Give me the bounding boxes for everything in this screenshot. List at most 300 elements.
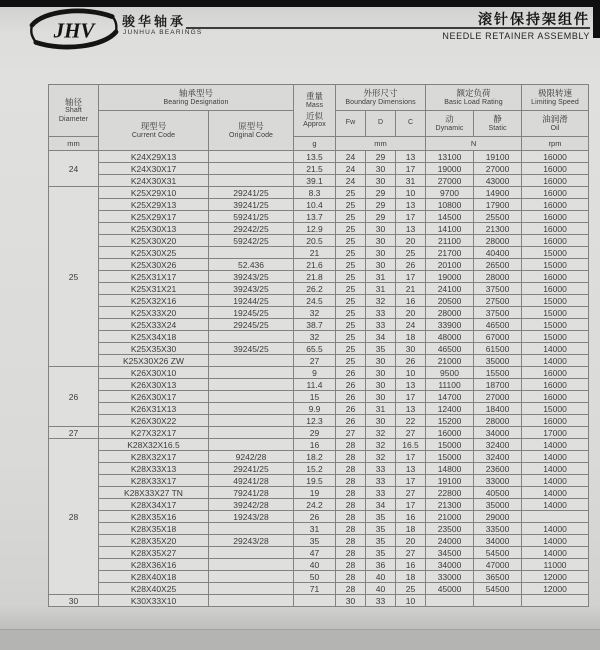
original-code-cell bbox=[209, 331, 294, 343]
oil-speed-cell: 14000 bbox=[522, 475, 589, 487]
header-boundary-cn: 外形尺寸 bbox=[363, 87, 398, 98]
table-row bbox=[49, 571, 589, 583]
mass-cell: 13.7 bbox=[294, 211, 336, 223]
table-row bbox=[49, 331, 589, 343]
d-cell: 33 bbox=[366, 487, 396, 499]
c-cell: 10 bbox=[396, 187, 426, 199]
table-row bbox=[49, 487, 589, 499]
dynamic-load-cell: 20500 bbox=[426, 295, 474, 307]
current-code-cell: K25X30X26 ZW bbox=[99, 355, 209, 367]
table-row bbox=[49, 415, 589, 427]
mass-cell: 26.2 bbox=[294, 283, 336, 295]
oil-speed-cell: 14000 bbox=[522, 355, 589, 367]
dynamic-load-cell: 15200 bbox=[426, 415, 474, 427]
fw-cell: 25 bbox=[336, 283, 366, 295]
header-basic-load-rating bbox=[426, 85, 522, 111]
header-bearing-designation bbox=[99, 85, 294, 111]
header-mass bbox=[294, 85, 336, 137]
fw-cell: 28 bbox=[336, 571, 366, 583]
table-row bbox=[49, 151, 589, 163]
header-static-cn: 静 bbox=[493, 113, 502, 124]
bearing-spec-table bbox=[48, 84, 589, 607]
header-boundary-dimensions bbox=[336, 85, 426, 111]
original-code-cell: 9242/28 bbox=[209, 451, 294, 463]
current-code-cell: K28X35X16 bbox=[99, 511, 209, 523]
mass-cell: 12.9 bbox=[294, 223, 336, 235]
static-load-cell: 15500 bbox=[474, 367, 522, 379]
header-shaft-en2: Diameter bbox=[58, 115, 89, 123]
fw-cell: 25 bbox=[336, 271, 366, 283]
dynamic-load-cell: 21700 bbox=[426, 247, 474, 259]
header-shaft-cn: 轴径 bbox=[64, 96, 82, 107]
header-current-en: Current Code bbox=[131, 131, 176, 139]
static-load-cell: 29000 bbox=[474, 511, 522, 523]
mass-cell: 20.5 bbox=[294, 235, 336, 247]
current-code-cell: K26X30X13 bbox=[99, 379, 209, 391]
d-cell: 33 bbox=[366, 307, 396, 319]
c-cell: 31 bbox=[396, 175, 426, 187]
dynamic-load-cell: 22800 bbox=[426, 487, 474, 499]
oil-speed-cell: 15000 bbox=[522, 247, 589, 259]
static-load-cell: 27500 bbox=[474, 295, 522, 307]
d-cell: 32 bbox=[366, 439, 396, 451]
fw-cell: 25 bbox=[336, 259, 366, 271]
jhv-logo bbox=[24, 8, 124, 50]
fw-cell: 24 bbox=[336, 163, 366, 175]
current-code-cell: K28X36X16 bbox=[99, 559, 209, 571]
static-load-cell: 14900 bbox=[474, 187, 522, 199]
original-code-cell: 79241/28 bbox=[209, 487, 294, 499]
dynamic-load-cell: 21100 bbox=[426, 235, 474, 247]
d-cell: 33 bbox=[366, 475, 396, 487]
c-cell: 24 bbox=[396, 319, 426, 331]
mass-cell: 71 bbox=[294, 583, 336, 595]
table-row bbox=[49, 463, 589, 475]
c-cell: 18 bbox=[396, 523, 426, 535]
mass-cell: 9.9 bbox=[294, 403, 336, 415]
original-code-cell: 39241/25 bbox=[209, 199, 294, 211]
header-mass-en: Mass bbox=[305, 102, 324, 110]
current-code-cell: K24X29X13 bbox=[99, 151, 209, 163]
top-right-edge bbox=[593, 0, 600, 38]
current-code-cell: K28X34X17 bbox=[99, 499, 209, 511]
d-cell: 40 bbox=[366, 583, 396, 595]
mass-cell: 10.4 bbox=[294, 199, 336, 211]
mass-cell: 38.7 bbox=[294, 319, 336, 331]
d-cell: 31 bbox=[366, 403, 396, 415]
d-cell: 30 bbox=[366, 247, 396, 259]
static-load-cell: 33000 bbox=[474, 475, 522, 487]
static-load-cell: 37500 bbox=[474, 307, 522, 319]
current-code-cell: K30X33X10 bbox=[99, 595, 209, 607]
mass-cell: 47 bbox=[294, 547, 336, 559]
d-cell: 35 bbox=[366, 343, 396, 355]
static-load-cell: 33500 bbox=[474, 523, 522, 535]
brand-name-cn: 骏华轴承 bbox=[122, 14, 187, 29]
dynamic-load-cell: 13100 bbox=[426, 151, 474, 163]
oil-speed-cell: 16000 bbox=[522, 187, 589, 199]
mass-cell: 15.2 bbox=[294, 463, 336, 475]
static-load-cell: 46500 bbox=[474, 319, 522, 331]
mass-cell: 39.1 bbox=[294, 175, 336, 187]
unit-shaft-mm: mm bbox=[49, 137, 99, 151]
shaft-diameter-cell: 30 bbox=[49, 595, 99, 607]
mass-cell: 21.6 bbox=[294, 259, 336, 271]
fw-cell: 28 bbox=[336, 439, 366, 451]
oil-speed-cell: 16000 bbox=[522, 199, 589, 211]
table-row bbox=[49, 271, 589, 283]
original-code-cell bbox=[209, 439, 294, 451]
static-load-cell: 28000 bbox=[474, 235, 522, 247]
current-code-cell: K28X35X18 bbox=[99, 523, 209, 535]
mass-cell: 9 bbox=[294, 367, 336, 379]
bottom-edge-band bbox=[0, 629, 600, 650]
dynamic-load-cell: 34000 bbox=[426, 559, 474, 571]
dynamic-load-cell: 24100 bbox=[426, 283, 474, 295]
oil-speed-cell: 15000 bbox=[522, 319, 589, 331]
dynamic-load-cell: 14700 bbox=[426, 391, 474, 403]
mass-cell: 16 bbox=[294, 439, 336, 451]
oil-speed-cell: 15000 bbox=[522, 403, 589, 415]
current-code-cell: K28X32X16.5 bbox=[99, 439, 209, 451]
c-cell: 17 bbox=[396, 451, 426, 463]
header-c bbox=[396, 111, 426, 137]
d-cell: 35 bbox=[366, 547, 396, 559]
table-row bbox=[49, 175, 589, 187]
oil-speed-cell: 15000 bbox=[522, 331, 589, 343]
table-row bbox=[49, 595, 589, 607]
original-code-cell: 19243/28 bbox=[209, 511, 294, 523]
fw-cell: 25 bbox=[336, 211, 366, 223]
fw-cell: 25 bbox=[336, 223, 366, 235]
current-code-cell: K28X33X27 TN bbox=[99, 487, 209, 499]
header-original-code bbox=[209, 111, 294, 151]
static-load-cell: 34000 bbox=[474, 535, 522, 547]
dynamic-load-cell: 19000 bbox=[426, 163, 474, 175]
fw-cell: 25 bbox=[336, 199, 366, 211]
current-code-cell: K28X35X27 bbox=[99, 547, 209, 559]
d-cell: 32 bbox=[366, 451, 396, 463]
oil-speed-cell: 16000 bbox=[522, 379, 589, 391]
dynamic-load-cell: 33900 bbox=[426, 319, 474, 331]
oil-speed-cell: 16000 bbox=[522, 211, 589, 223]
mass-cell: 50 bbox=[294, 571, 336, 583]
oil-speed-cell: 16000 bbox=[522, 391, 589, 403]
dynamic-load-cell: 12400 bbox=[426, 403, 474, 415]
static-load-cell: 43000 bbox=[474, 175, 522, 187]
shaft-diameter-cell: 24 bbox=[49, 151, 99, 187]
c-cell: 20 bbox=[396, 235, 426, 247]
oil-speed-cell: 12000 bbox=[522, 583, 589, 595]
c-cell: 13 bbox=[396, 223, 426, 235]
c-cell: 21 bbox=[396, 283, 426, 295]
static-load-cell: 37500 bbox=[474, 283, 522, 295]
original-code-cell bbox=[209, 175, 294, 187]
d-cell: 31 bbox=[366, 271, 396, 283]
mass-cell: 24.5 bbox=[294, 295, 336, 307]
header-current-cn: 现型号 bbox=[140, 120, 167, 131]
unit-speed-rpm: rpm bbox=[522, 137, 589, 151]
dynamic-load-cell: 27000 bbox=[426, 175, 474, 187]
original-code-cell: 52.436 bbox=[209, 259, 294, 271]
header-boundary-en: Boundary Dimensions bbox=[345, 98, 416, 106]
original-code-cell bbox=[209, 247, 294, 259]
table-row bbox=[49, 583, 589, 595]
static-load-cell: 54500 bbox=[474, 583, 522, 595]
d-cell: 30 bbox=[366, 379, 396, 391]
original-code-cell bbox=[209, 355, 294, 367]
original-code-cell bbox=[209, 559, 294, 571]
current-code-cell: K25X35X30 bbox=[99, 343, 209, 355]
dynamic-load-cell: 21000 bbox=[426, 355, 474, 367]
header-dynamic-cn: 动 bbox=[445, 113, 454, 124]
c-cell: 18 bbox=[396, 331, 426, 343]
original-code-cell: 19245/25 bbox=[209, 307, 294, 319]
header-oil-en: Oil bbox=[550, 124, 560, 132]
dynamic-load-cell: 14100 bbox=[426, 223, 474, 235]
static-load-cell: 17900 bbox=[474, 199, 522, 211]
original-code-cell: 49241/28 bbox=[209, 475, 294, 487]
mass-cell: 19 bbox=[294, 487, 336, 499]
static-load-cell: 36500 bbox=[474, 571, 522, 583]
current-code-cell: K27X32X17 bbox=[99, 427, 209, 439]
dynamic-load-cell: 9700 bbox=[426, 187, 474, 199]
shaft-diameter-cell: 28 bbox=[49, 439, 99, 595]
c-cell: 27 bbox=[396, 487, 426, 499]
table-row bbox=[49, 451, 589, 463]
dynamic-load-cell: 46500 bbox=[426, 343, 474, 355]
current-code-cell: K25X30X26 bbox=[99, 259, 209, 271]
dynamic-load-cell: 10800 bbox=[426, 199, 474, 211]
current-code-cell: K25X30X25 bbox=[99, 247, 209, 259]
static-load-cell: 28000 bbox=[474, 271, 522, 283]
d-cell: 30 bbox=[366, 223, 396, 235]
c-cell: 17 bbox=[396, 271, 426, 283]
c-cell: 26 bbox=[396, 259, 426, 271]
fw-cell: 25 bbox=[336, 355, 366, 367]
unit-mass-g: g bbox=[294, 137, 336, 151]
original-code-cell: 29243/28 bbox=[209, 535, 294, 547]
table-row bbox=[49, 223, 589, 235]
fw-cell: 26 bbox=[336, 403, 366, 415]
c-cell: 18 bbox=[396, 571, 426, 583]
top-edge-bar bbox=[0, 0, 600, 7]
c-cell: 13 bbox=[396, 463, 426, 475]
static-load-cell: 18700 bbox=[474, 379, 522, 391]
oil-speed-cell: 16000 bbox=[522, 367, 589, 379]
dynamic-load-cell: 19000 bbox=[426, 271, 474, 283]
dynamic-load-cell: 15000 bbox=[426, 451, 474, 463]
c-cell: 26 bbox=[396, 355, 426, 367]
fw-cell: 26 bbox=[336, 415, 366, 427]
current-code-cell: K25X29X17 bbox=[99, 211, 209, 223]
oil-speed-cell: 14000 bbox=[522, 463, 589, 475]
dynamic-load-cell: 11100 bbox=[426, 379, 474, 391]
dynamic-load-cell: 14800 bbox=[426, 463, 474, 475]
d-cell: 36 bbox=[366, 559, 396, 571]
table-row bbox=[49, 355, 589, 367]
d-cell: 40 bbox=[366, 571, 396, 583]
static-load-cell: 26500 bbox=[474, 259, 522, 271]
header-d bbox=[366, 111, 396, 137]
dynamic-load-cell: 21000 bbox=[426, 511, 474, 523]
mass-cell: 21.5 bbox=[294, 163, 336, 175]
dynamic-load-cell: 14500 bbox=[426, 211, 474, 223]
d-cell: 30 bbox=[366, 391, 396, 403]
header-load-en: Basic Load Rating bbox=[444, 98, 503, 106]
oil-speed-cell: 12000 bbox=[522, 571, 589, 583]
oil-speed-cell: 16000 bbox=[522, 163, 589, 175]
current-code-cell: K25X34X18 bbox=[99, 331, 209, 343]
header-current-code bbox=[99, 111, 209, 151]
d-cell: 30 bbox=[366, 163, 396, 175]
static-load-cell: 27000 bbox=[474, 391, 522, 403]
d-cell: 35 bbox=[366, 523, 396, 535]
oil-speed-cell: 17000 bbox=[522, 427, 589, 439]
table-row bbox=[49, 307, 589, 319]
table-row bbox=[49, 475, 589, 487]
c-cell: 16 bbox=[396, 295, 426, 307]
static-load-cell: 23600 bbox=[474, 463, 522, 475]
fw-cell: 28 bbox=[336, 475, 366, 487]
current-code-cell: K25X31X21 bbox=[99, 283, 209, 295]
oil-speed-cell: 14000 bbox=[522, 535, 589, 547]
table-row bbox=[49, 235, 589, 247]
d-cell: 30 bbox=[366, 367, 396, 379]
d-cell: 34 bbox=[366, 499, 396, 511]
original-code-cell bbox=[209, 379, 294, 391]
mass-cell: 40 bbox=[294, 559, 336, 571]
table-row bbox=[49, 439, 589, 451]
oil-speed-cell: 16000 bbox=[522, 415, 589, 427]
oil-speed-cell: 14000 bbox=[522, 487, 589, 499]
mass-cell: 21 bbox=[294, 247, 336, 259]
current-code-cell: K25X30X20 bbox=[99, 235, 209, 247]
original-code-cell bbox=[209, 427, 294, 439]
mass-cell: 65.5 bbox=[294, 343, 336, 355]
oil-speed-cell: 16000 bbox=[522, 223, 589, 235]
current-code-cell: K25X33X20 bbox=[99, 307, 209, 319]
header-designation-en: Bearing Designation bbox=[163, 98, 229, 106]
dynamic-load-cell: 20100 bbox=[426, 259, 474, 271]
oil-speed-cell: 16000 bbox=[522, 235, 589, 247]
dynamic-load-cell: 24000 bbox=[426, 535, 474, 547]
current-code-cell: K25X30X13 bbox=[99, 223, 209, 235]
original-code-cell: 29242/25 bbox=[209, 223, 294, 235]
fw-cell: 28 bbox=[336, 535, 366, 547]
fw-cell: 26 bbox=[336, 391, 366, 403]
logo-text: JHV bbox=[53, 18, 95, 43]
fw-cell: 24 bbox=[336, 151, 366, 163]
mass-cell: 27 bbox=[294, 355, 336, 367]
c-cell: 16 bbox=[396, 511, 426, 523]
unit-load-n: N bbox=[426, 137, 522, 151]
mass-cell: 32 bbox=[294, 307, 336, 319]
d-cell: 29 bbox=[366, 151, 396, 163]
static-load-cell: 25500 bbox=[474, 211, 522, 223]
dynamic-load-cell bbox=[426, 595, 474, 607]
oil-speed-cell: 14000 bbox=[522, 547, 589, 559]
c-cell: 25 bbox=[396, 247, 426, 259]
header-fw-label: Fw bbox=[345, 119, 356, 127]
header-designation-cn: 轴承型号 bbox=[179, 87, 214, 98]
oil-speed-cell: 15000 bbox=[522, 307, 589, 319]
dynamic-load-cell: 48000 bbox=[426, 331, 474, 343]
static-load-cell: 27000 bbox=[474, 163, 522, 175]
fw-cell: 28 bbox=[336, 499, 366, 511]
oil-speed-cell: 15000 bbox=[522, 295, 589, 307]
fw-cell: 24 bbox=[336, 175, 366, 187]
table-row bbox=[49, 163, 589, 175]
original-code-cell bbox=[209, 151, 294, 163]
original-code-cell: 29241/25 bbox=[209, 187, 294, 199]
mass-cell: 13.5 bbox=[294, 151, 336, 163]
dynamic-load-cell: 19100 bbox=[426, 475, 474, 487]
header-static-en: Static bbox=[488, 124, 507, 132]
original-code-cell bbox=[209, 595, 294, 607]
c-cell: 13 bbox=[396, 199, 426, 211]
table-row bbox=[49, 319, 589, 331]
static-load-cell: 40500 bbox=[474, 487, 522, 499]
oil-speed-cell: 14000 bbox=[522, 523, 589, 535]
d-cell: 30 bbox=[366, 235, 396, 247]
fw-cell: 25 bbox=[336, 247, 366, 259]
header-dynamic-en: Dynamic bbox=[435, 124, 464, 132]
current-code-cell: K25X31X17 bbox=[99, 271, 209, 283]
d-cell: 33 bbox=[366, 463, 396, 475]
table-body bbox=[49, 151, 589, 607]
fw-cell: 27 bbox=[336, 427, 366, 439]
fw-cell: 28 bbox=[336, 523, 366, 535]
oil-speed-cell: 16000 bbox=[522, 151, 589, 163]
c-cell: 22 bbox=[396, 415, 426, 427]
d-cell: 32 bbox=[366, 295, 396, 307]
original-code-cell: 39243/25 bbox=[209, 271, 294, 283]
mass-cell: 18.2 bbox=[294, 451, 336, 463]
oil-speed-cell: 16000 bbox=[522, 283, 589, 295]
mass-cell: 26 bbox=[294, 511, 336, 523]
fw-cell: 28 bbox=[336, 463, 366, 475]
original-code-cell bbox=[209, 583, 294, 595]
c-cell: 17 bbox=[396, 163, 426, 175]
c-cell: 13 bbox=[396, 151, 426, 163]
header-dynamic bbox=[426, 111, 474, 137]
fw-cell: 25 bbox=[336, 331, 366, 343]
d-cell: 30 bbox=[366, 355, 396, 367]
mass-cell: 32 bbox=[294, 331, 336, 343]
oil-speed-cell: 14000 bbox=[522, 439, 589, 451]
current-code-cell: K28X32X17 bbox=[99, 451, 209, 463]
original-code-cell: 29241/25 bbox=[209, 463, 294, 475]
dynamic-load-cell: 23500 bbox=[426, 523, 474, 535]
c-cell: 27 bbox=[396, 427, 426, 439]
original-code-cell bbox=[209, 367, 294, 379]
oil-speed-cell: 14000 bbox=[522, 451, 589, 463]
original-code-cell: 19244/25 bbox=[209, 295, 294, 307]
c-cell: 20 bbox=[396, 307, 426, 319]
oil-speed-cell: 15000 bbox=[522, 259, 589, 271]
fw-cell: 25 bbox=[336, 295, 366, 307]
page-title-cn: 滚针保持架组件 bbox=[478, 11, 590, 27]
table-row bbox=[49, 295, 589, 307]
current-code-cell: K26X30X17 bbox=[99, 391, 209, 403]
static-load-cell: 18400 bbox=[474, 403, 522, 415]
table-row bbox=[49, 259, 589, 271]
table-row bbox=[49, 535, 589, 547]
table-row bbox=[49, 547, 589, 559]
dynamic-load-cell: 15000 bbox=[426, 439, 474, 451]
header-fw bbox=[336, 111, 366, 137]
